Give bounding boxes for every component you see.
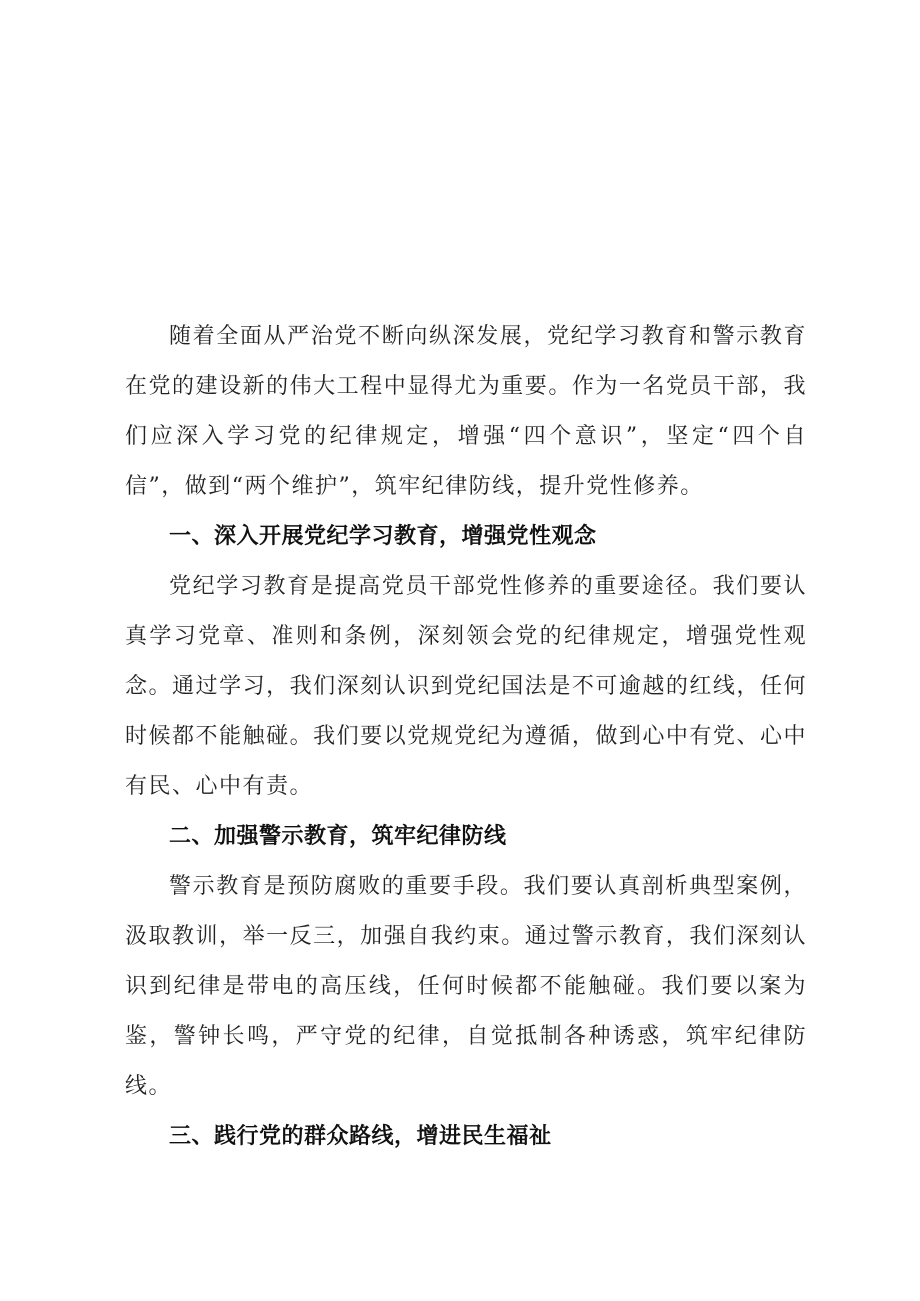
intro-paragraph: 随着全面从严治党不断向纵深发展，党纪学习教育和警示教育在党的建设新的伟大工程中显得尤为重要。作为一名党员干部，我们应深入学习党的纪律规定，增强“四个意识”，坚定“四个自信”，做到“两个维护”，筑牢纪律防线，提升党性修养。	[125, 324, 807, 499]
section-heading-3: 三、践行党的群众路线，增进民生福祉	[169, 1124, 552, 1149]
section-heading-1: 一、深入开展党纪学习教育，增强党性观念	[169, 524, 597, 549]
section-body-1: 党纪学习教育是提高党员干部党性修养的重要途径。我们要认真学习党章、准则和条例，深刻领会党的纪律规定，增强党性观念。通过学习，我们深刻认识到党纪国法是不可逾越的红线，任何时候都不能触碰。我们要以党规党纪为遵循，做到心中有党、心中有民、心中有责。	[125, 574, 807, 799]
document-body	[125, 312, 807, 1162]
section-heading-2: 二、加强警示教育，筑牢纪律防线	[169, 824, 507, 849]
section-body-2: 警示教育是预防腐败的重要手段。我们要认真剖析典型案例，汲取教训，举一反三，加强自我约束。通过警示教育，我们深刻认识到纪律是带电的高压线，任何时候都不能触碰。我们要以案为鉴，警钟长鸣，严守党的纪律，自觉抵制各种诱惑，筑牢纪律防线。	[125, 874, 807, 1099]
